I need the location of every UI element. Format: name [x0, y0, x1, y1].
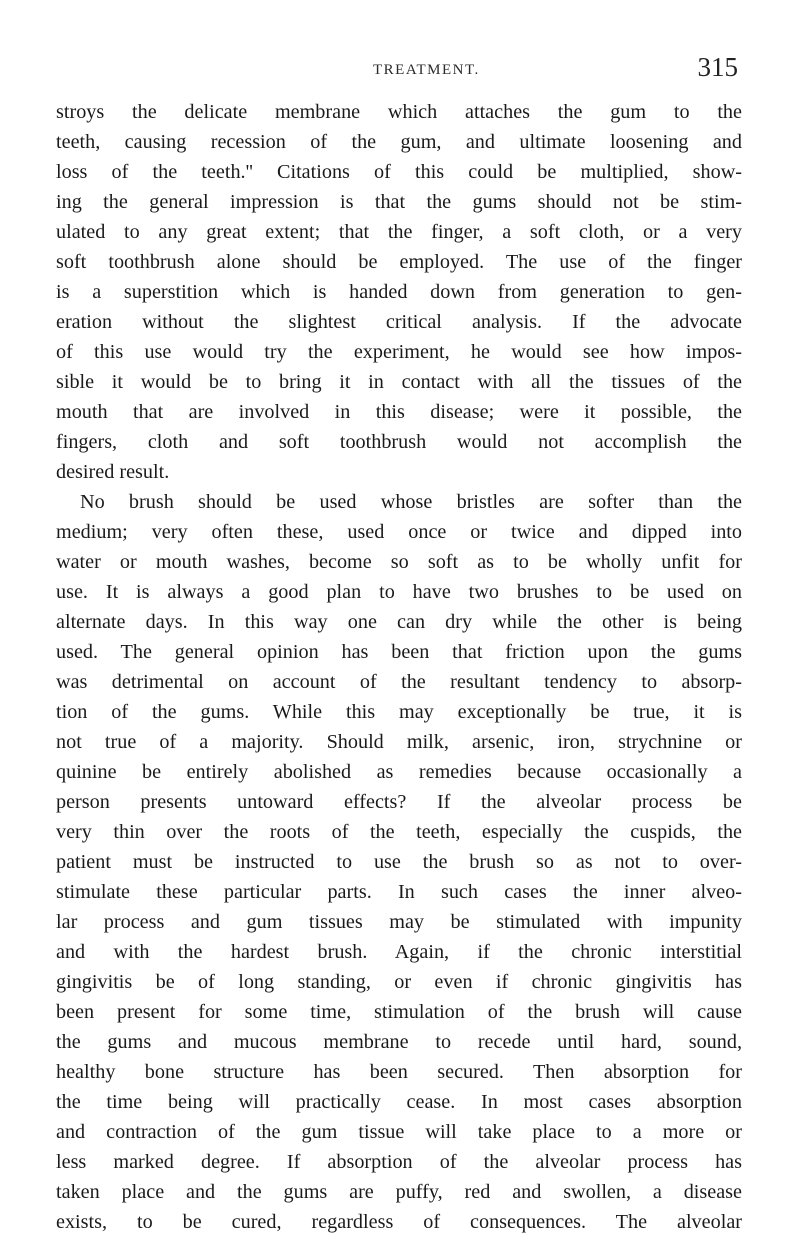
text-line: medium; very often these, used once or twice and dipped into	[56, 521, 742, 543]
text-line: used. The general opinion has been that friction upon the gums	[56, 641, 742, 663]
text-line: and contraction of the gum tissue will take place to a more or	[56, 1121, 742, 1143]
page-number: 315	[697, 52, 738, 82]
text-line: of this use would try the experiment, he would see how impos-	[56, 341, 742, 363]
text-line: eration without the slightest critical analysis. If the advocate	[56, 311, 742, 333]
text-line: patient must be instructed to use the brush so as not to over-	[56, 851, 742, 873]
text-line: loss of the teeth.'' Citations of this could be multiplied, show-	[56, 161, 742, 183]
text-line: stimulate these particular parts. In such cases the inner alveo-	[56, 881, 742, 903]
text-line: lar process and gum tissues may be stimulated with impunity	[56, 911, 742, 933]
paragraph-end-line: desired result.	[56, 461, 170, 483]
text-line: quinine be entirely abolished as remedies because occasionally a	[56, 761, 742, 783]
text-line: teeth, causing recession of the gum, and ultimate loosening and	[56, 131, 742, 153]
text-line: taken place and the gums are puffy, red and swollen, a disease	[56, 1181, 742, 1203]
text-line: the time being will practically cease. In most cases absorption	[56, 1091, 742, 1113]
text-line: not true of a majority. Should milk, arsenic, iron, strychnine or	[56, 731, 742, 753]
body-text	[56, 97, 742, 1237]
running-head: TREATMENT.	[373, 62, 480, 78]
text-line: ing the general impression is that the gums should not be stim-	[56, 191, 742, 213]
text-line: and with the hardest brush. Again, if the chronic interstitial	[56, 941, 742, 963]
text-line: alternate days. In this way one can dry while the other is being	[56, 611, 742, 633]
text-line: fingers, cloth and soft toothbrush would not accomplish the	[56, 431, 742, 453]
text-line: was detrimental on account of the resultant tendency to absorp-	[56, 671, 742, 693]
paragraph-start-line: No brush should be used whose bristles are softer than the	[80, 491, 742, 513]
text-line: stroys the delicate membrane which attaches the gum to the	[56, 101, 742, 123]
text-line: ulated to any great extent; that the finger, a soft cloth, or a very	[56, 221, 742, 243]
text-line: very thin over the roots of the teeth, especially the cuspids, the	[56, 821, 742, 843]
text-line: the gums and mucous membrane to recede until hard, sound,	[56, 1031, 742, 1053]
text-line: is a superstition which is handed down from generation to gen-	[56, 281, 742, 303]
text-line: gingivitis be of long standing, or even if chronic gingivitis has	[56, 971, 742, 993]
text-line: water or mouth washes, become so soft as to be wholly unfit for	[56, 551, 742, 573]
text-line: exists, to be cured, regardless of consequences. The alveolar	[56, 1211, 742, 1233]
text-line: been present for some time, stimulation of the brush will cause	[56, 1001, 742, 1023]
text-line: tion of the gums. While this may exceptionally be true, it is	[56, 701, 742, 723]
text-line: sible it would be to bring it in contact with all the tissues of the	[56, 371, 742, 393]
text-line: soft toothbrush alone should be employed. The use of the finger	[56, 251, 742, 273]
text-line: person presents untoward effects? If the alveolar process be	[56, 791, 742, 813]
text-line: healthy bone structure has been secured. Then absorption for	[56, 1061, 742, 1083]
text-line: use. It is always a good plan to have two brushes to be used on	[56, 581, 742, 603]
text-line: mouth that are involved in this disease; were it possible, the	[56, 401, 742, 423]
page-header	[0, 52, 800, 92]
text-line: less marked degree. If absorption of the alveolar process has	[56, 1151, 742, 1173]
